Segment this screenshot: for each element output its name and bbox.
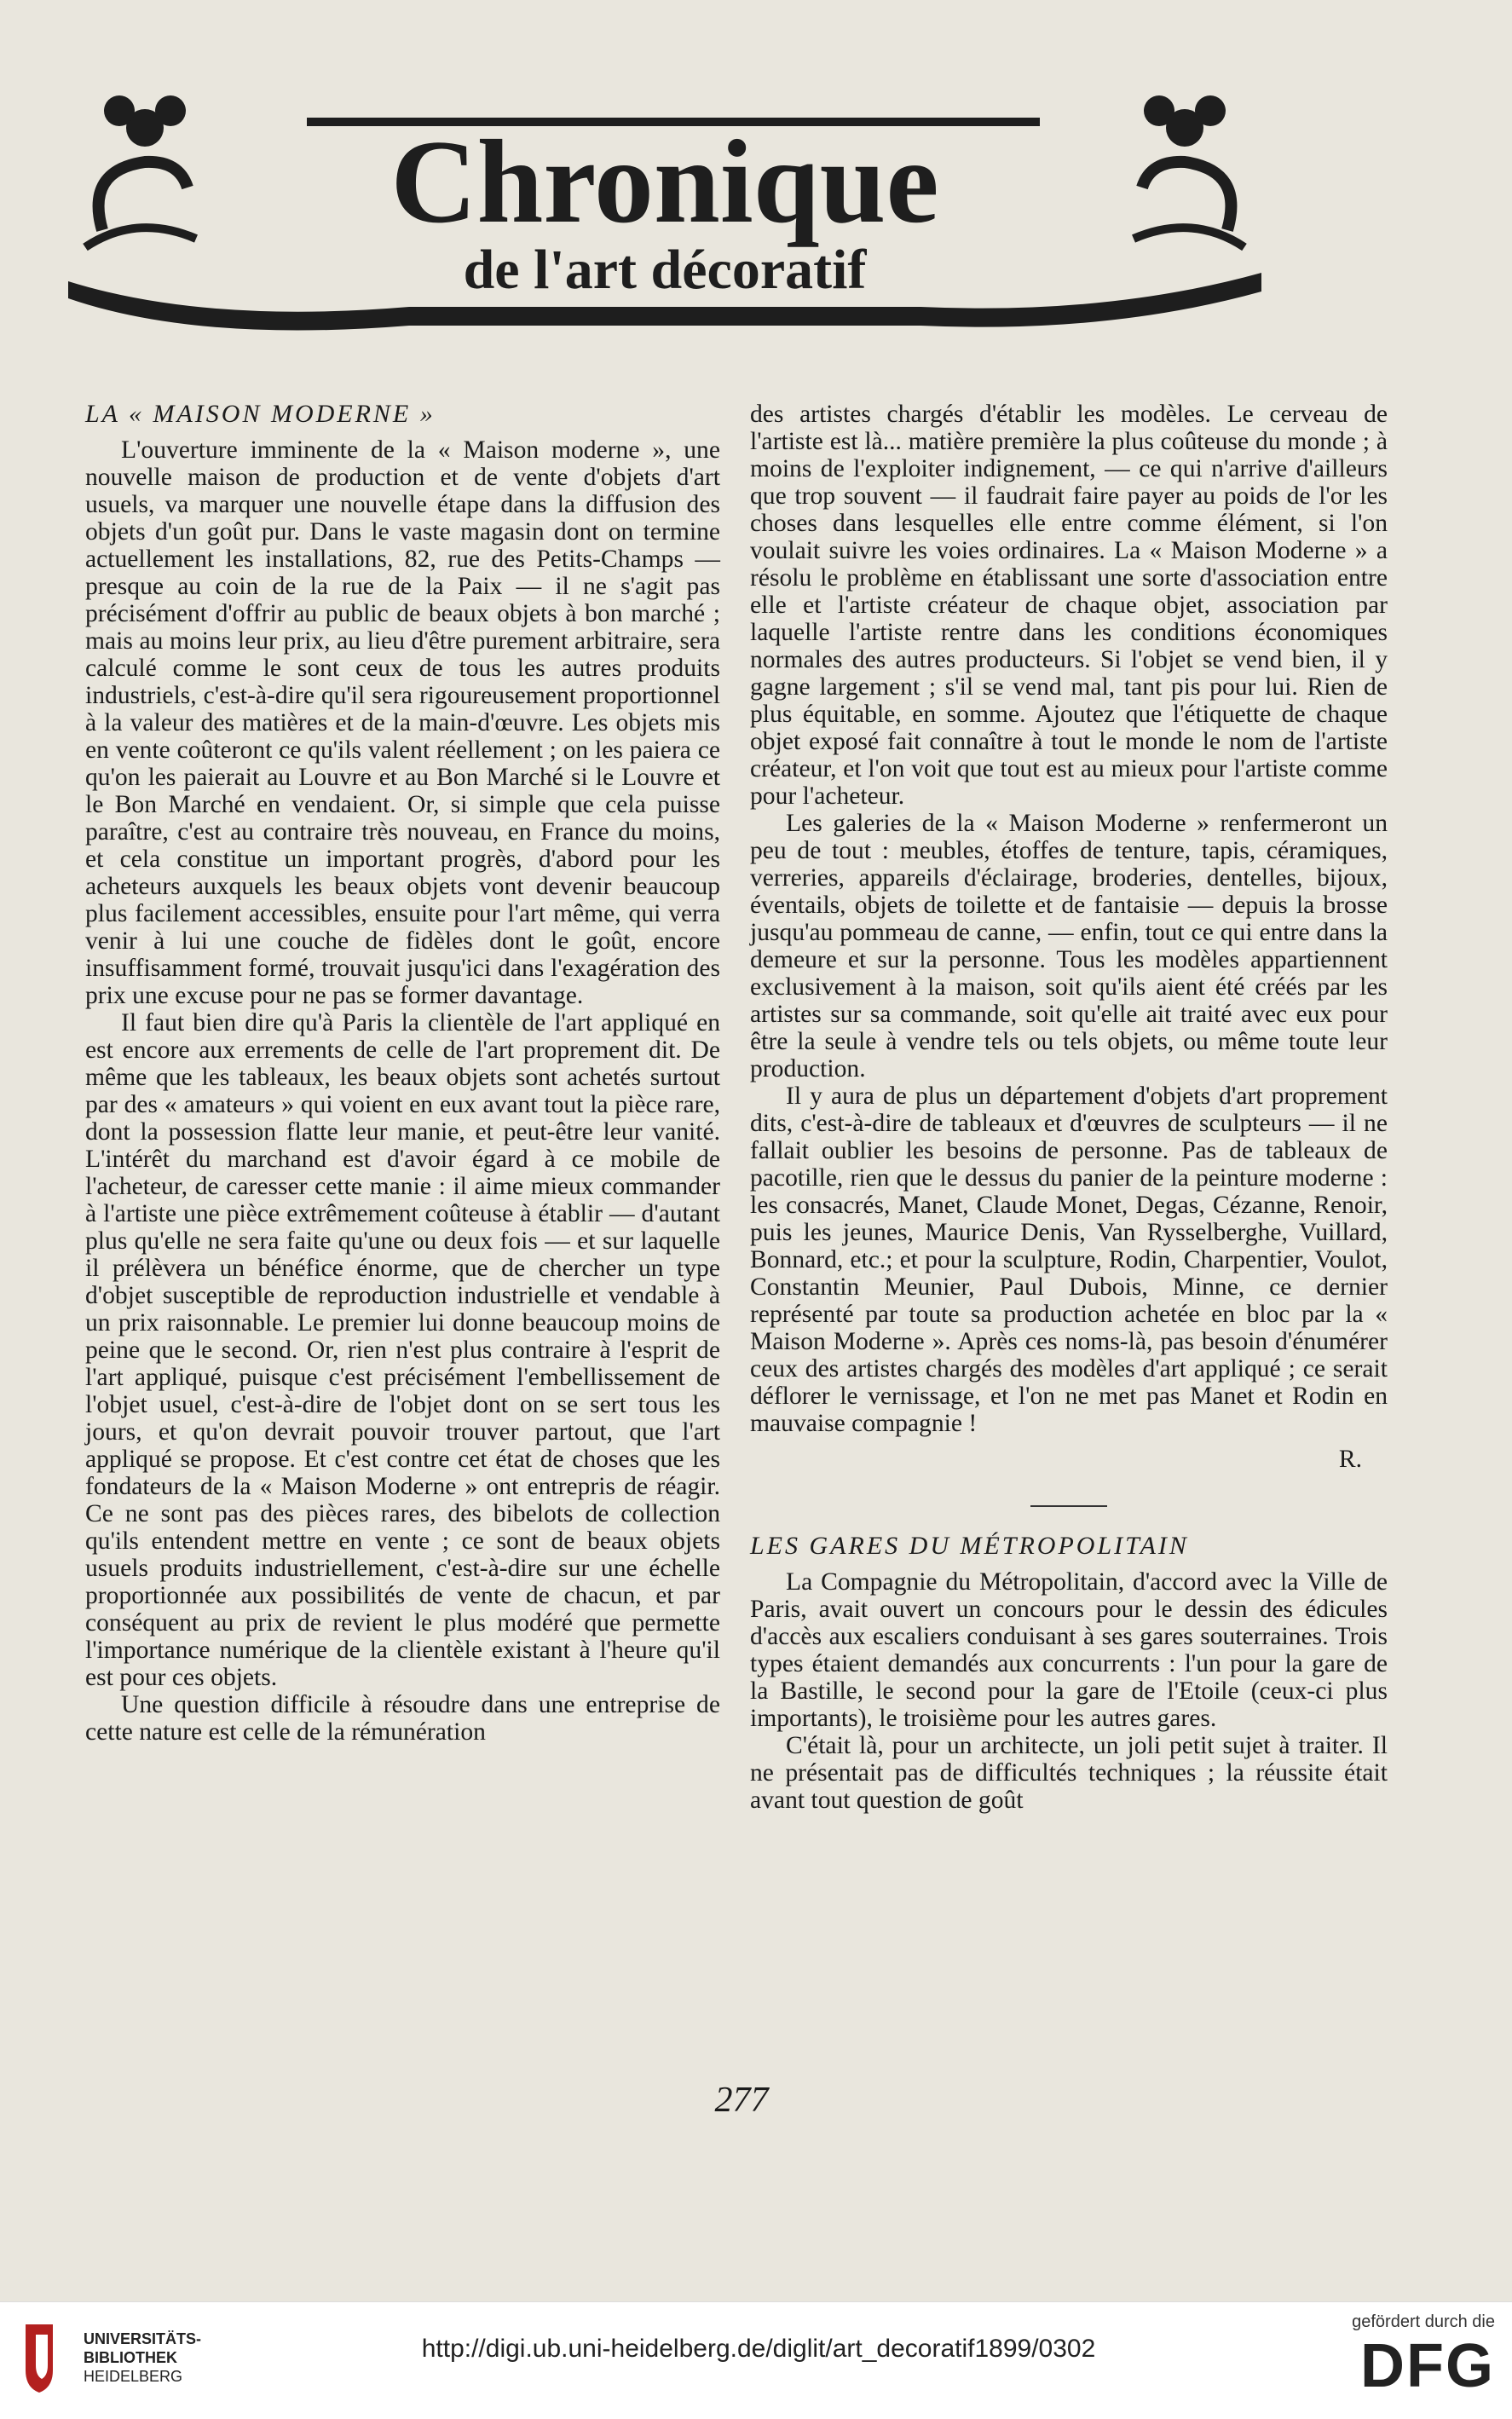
section-divider bbox=[1030, 1505, 1107, 1507]
institution-line: UNIVERSITÄTS- bbox=[84, 2330, 202, 2347]
banner-ornament bbox=[51, 94, 1278, 341]
library-crest-icon bbox=[19, 2319, 70, 2396]
funded-by-caption: gefördert durch die bbox=[1352, 2312, 1495, 2331]
author-signature: R. bbox=[1338, 1446, 1362, 1473]
section-heading-gares: LES GARES DU MÉTROPOLITAIN bbox=[750, 1532, 1189, 1560]
banner-subtitle: de l'art décoratif bbox=[463, 239, 867, 301]
university-library-logo bbox=[19, 2319, 240, 2396]
paragraph: La Compagnie du Métropolitain, d'accord avec la Ville de Paris, avait ouvert un concours pour le dessin des édicules d'accès aux escaliers conduisant à ses gares souterraines. Trois types étaient demandés aux concurrents : l'un pour la gare de la Bastille, le second pour la gare de l'Etoile (ceux-ci plus importants), le troisième pour les autres gares. bbox=[750, 1568, 1388, 1732]
institution-line: BIBLIOTHEK bbox=[84, 2349, 177, 2366]
paragraph: des artistes chargés d'établir les modèles. Le cerveau de l'artiste est là... matière première la plus coûteuse du monde ; à moins de l'exploiter indignement, — ce qui n'arrive d'ailleurs que trop souvent — il faudrait faire payer au poids de l'or les choses dans lesquelles elle entre comme élément, si l'on voulait suivre les voies ordinaires. La « Maison Moderne » a résolu le problème en établissant une sorte d'association entre elle et l'artiste créateur de chaque objet, association par laquelle l'artiste rentre dans les conditions économiques normales des autres producteurs. Si l'objet se vend bien, il y gagne largement ; s'il se vend mal, tant pis pour lui. Rien de plus équitable, en somme. Ajoutez que l'étiquette de chaque objet exposé fait connaître à tout le monde le nom de l'artiste créateur, et l'on voit que tout est au mieux pour l'artiste comme pour l'acheteur. bbox=[750, 401, 1388, 810]
section-heading-maison-moderne: LA « MAISON MODERNE » bbox=[85, 400, 436, 428]
chronique-banner bbox=[51, 94, 1278, 341]
right-column bbox=[750, 401, 1388, 1814]
banner-title: Chronique bbox=[390, 116, 939, 248]
digitization-footer bbox=[0, 2301, 1512, 2419]
dfg-logo bbox=[1324, 2312, 1495, 2406]
dfg-logo-text: DFG bbox=[1360, 2332, 1495, 2400]
paragraph: Il faut bien dire qu'à Paris la clientèle de l'art appliqué en est encore aux errements de celle de l'art proprement dit. De même que les tableaux, les beaux objets sont achetés surtout par des « amateurs » qui voient en eux avant tout la pièce rare, dont la possession flatte leur manie, et peut-être leur vanité. L'intérêt du marchand est d'avoir égard à ce mobile de l'acheteur, de caresser cette manie : il aime mieux commander à l'artiste une pièce extrêmement coûteuse à établir — d'autant plus qu'elle ne sera faite qu'une ou deux fois — et sur laquelle il prélèvera un bénéfice énorme, que de chercher un type d'objet susceptible de reproduction industrielle et vendable à un prix raisonnable. Le premier lui donne beaucoup moins de peine que le second. Or, rien n'est plus contraire à l'esprit de l'art appliqué, puisque c'est précisément l'embellissement de l'objet usuel, c'est-à-dire de l'objet dont on se sert tous les jours, et qu'on devrait pouvoir trouver partout, que l'art appliqué se propose. Et c'est contre cet état de choses que les fondateurs de la « Maison Moderne » ont entrepris de réagir. Ce ne sont pas des pièces rares, des bibelots de collection qu'ils entendent mettre en vente ; ce sont de beaux objets usuels produits industriellement, c'est-à-dire sur une échelle proportionnée aux possibilités de vente de chacun, et par conséquent au prix de revient le plus modéré que permette l'importance numérique de la clientèle existant à l'heure qu'il est pour ces objets. bbox=[85, 1009, 720, 1691]
paragraph: Il y aura de plus un département d'objets d'art proprement dits, c'est-à-dire de tableaux et d'œuvres de sculpteurs — il ne fallait oublier les besoins de personne. Pas de tableaux de pacotille, rien que le dessus du panier de la peinture moderne : les consacrés, Manet, Claude Monet, Degas, Cézanne, Renoir, puis les jeunes, Maurice Denis, Van Rysselberghe, Vuillard, Bonnard, etc.; et pour la sculpture, Rodin, Charpentier, Voulot, Constantin Meunier, Paul Dubois, Minne, ce dernier représenté par toute sa production achetée en bloc par la « Maison Moderne ». Après ces noms-là, pas besoin d'énumérer ceux des artistes chargés des modèles d'art appliqué ; ce serait déflorer le vernissage, et l'on ne met pas Manet et Rodin en mauvaise compagnie ! bbox=[750, 1082, 1388, 1437]
paragraph: C'était là, pour un architecte, un joli petit sujet à traiter. Il ne présentait pas de difficultés techniques ; la réussite était avant tout question de goût bbox=[750, 1732, 1388, 1814]
left-column bbox=[85, 401, 720, 1746]
paragraph: Les galeries de la « Maison Moderne » renfermeront un peu de tout : meubles, étoffes de tenture, tapis, céramiques, verreries, appareils d'éclairage, broderies, dentelles, bijoux, éventails, objets de toilette et de fantaisie — depuis la brosse jusqu'au pommeau de canne, — enfin, tout ce qui entre dans la demeure et sur la personne. Tous les modèles appartiennent exclusivement à la maison, soit qu'ils aient été créés par les artistes sur sa commande, soit qu'elle ait traité avec eux pour être la seule à vendre tels ou tels objets, ou même toute leur production. bbox=[750, 810, 1388, 1082]
paragraph: Une question difficile à résoudre dans une entreprise de cette nature est celle de la rémunération bbox=[85, 1691, 720, 1746]
institution-line: HEIDELBERG bbox=[84, 2368, 183, 2385]
paragraph: L'ouverture imminente de la « Maison moderne », une nouvelle maison de production et de vente d'objets d'art usuels, va marquer une nouvelle étape dans la diffusion des objets d'un goût pur. Dans le vaste magasin dont on termine actuellement les installations, 82, rue des Petits-Champs — presque au coin de la rue de la Paix — il ne s'agit pas précisément d'offrir au public de beaux objets à bon marché ; mais au moins leur prix, au lieu d'être purement arbitraire, sera calculé comme le sont ceux de tous les autres produits industriels, c'est-à-dire qu'il sera rigoureusement proportionnel à la valeur des matières et de la main-d'œuvre. Les objets mis en vente coûteront ce qu'ils valent réellement ; on les paiera ce qu'on les paierait au Louvre et au Bon Marché si le Louvre et le Bon Marché en vendaient. Or, si simple que cela puisse paraître, c'est au contraire très nouveau, en France du moins, et cela constitue un important progrès, d'abord pour les acheteurs auxquels les beaux objets vont devenir beaucoup plus facilement accessibles, ensuite pour l'art même, qui verra venir à lui une couche de fidèles dont le goût, encore insuffisamment formé, trouvait jusqu'ici dans l'exagération des prix une excuse pour ne pas se former davantage. bbox=[85, 436, 720, 1009]
source-url-link[interactable]: http://digi.ub.uni-heidelberg.de/diglit/art_decoratif1899/0302 bbox=[421, 2335, 1096, 2363]
page-number: 277 bbox=[714, 2081, 769, 2120]
